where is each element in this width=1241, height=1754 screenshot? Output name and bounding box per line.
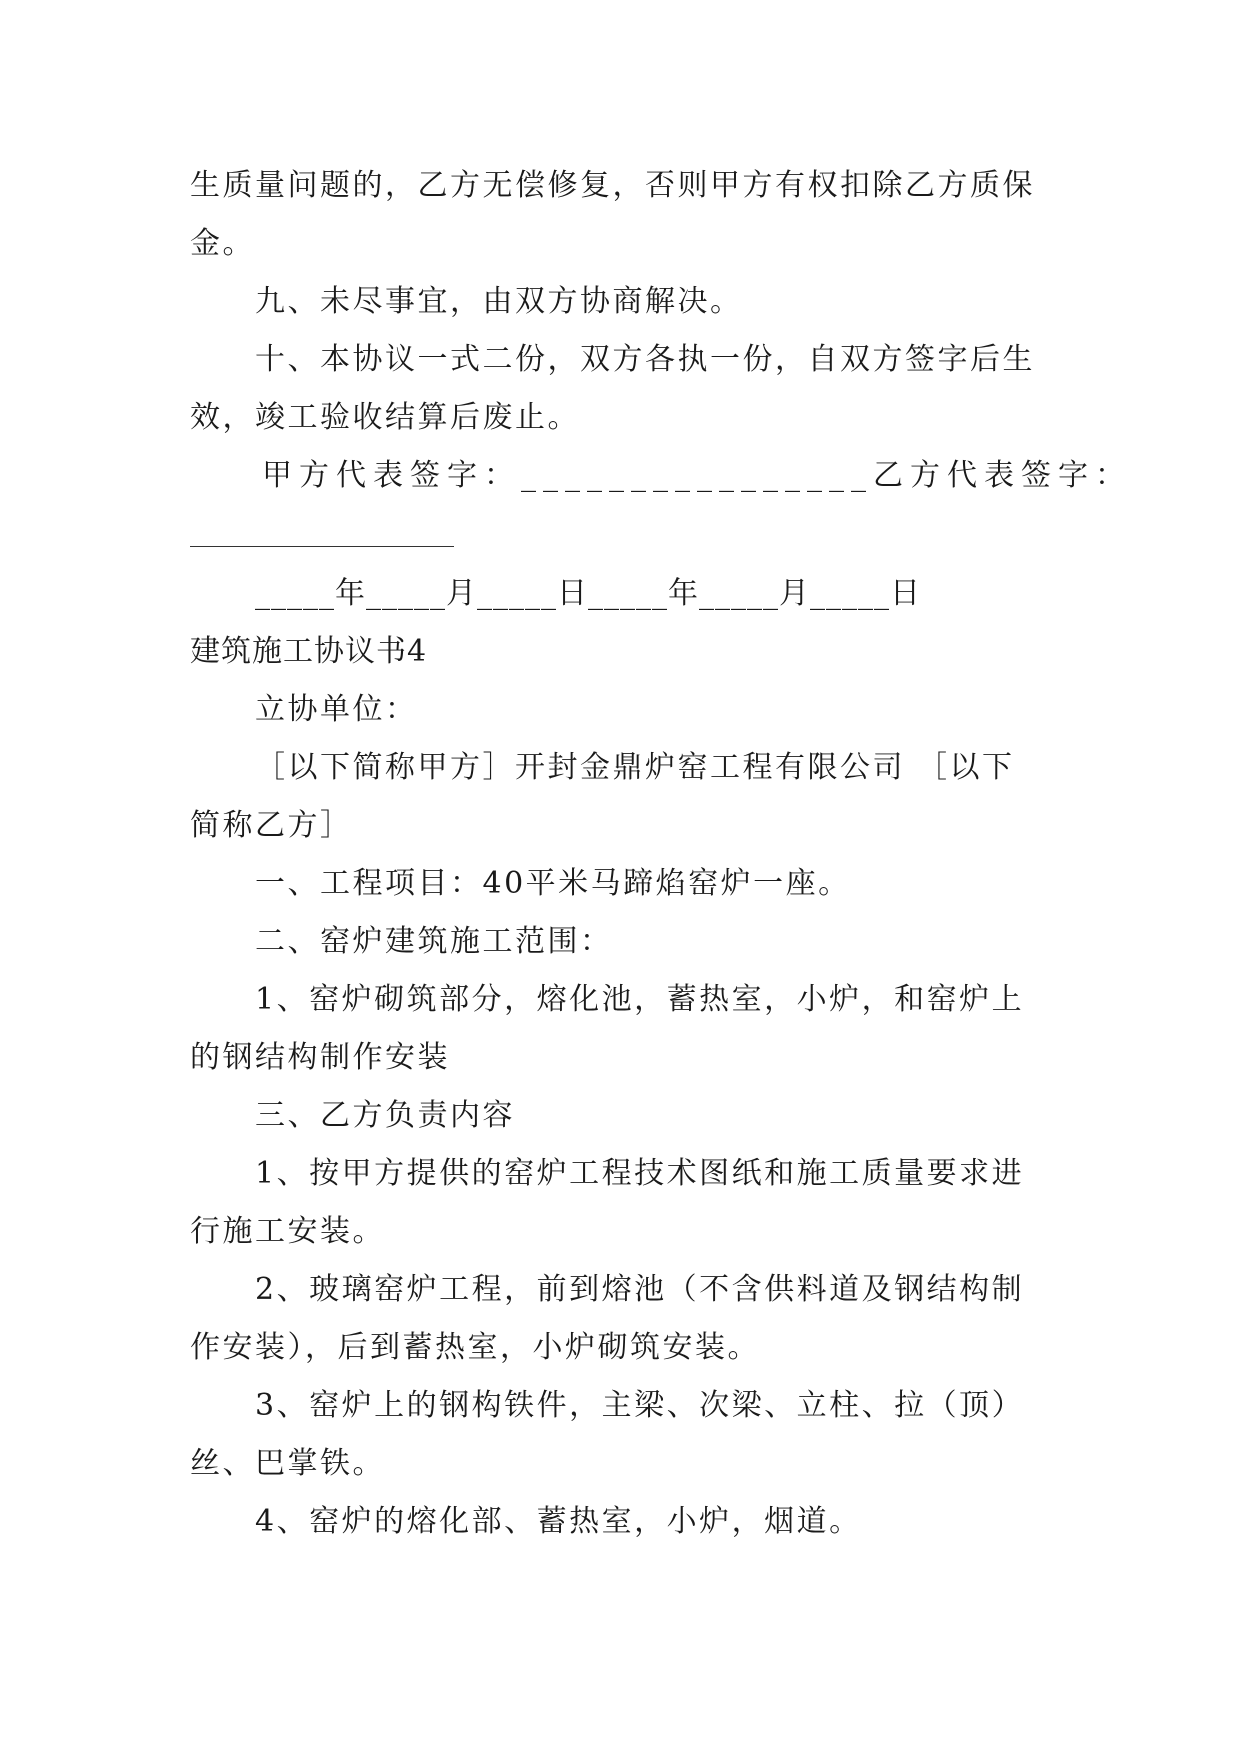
- text-line: 简称乙方］: [190, 808, 353, 843]
- text-line: 的钢结构制作安装: [190, 1040, 450, 1075]
- text-line: 一、工程项目：40平米马蹄焰窑炉一座。: [255, 866, 851, 901]
- text-line: 2、玻璃窑炉工程，前到熔池（不含供料道及钢结构制: [255, 1272, 1025, 1307]
- section-title: 建筑施工协议书4: [190, 634, 428, 669]
- text-line: 1、按甲方提供的窑炉工程技术图纸和施工质量要求进: [255, 1156, 1025, 1191]
- text-line: 4、窑炉的熔化部、蓄热室，小炉，烟道。: [255, 1504, 862, 1539]
- text-line: 三、乙方负责内容: [255, 1098, 515, 1133]
- text-line: 丝、巴掌铁。: [190, 1446, 385, 1481]
- text-line: 生质量问题的，乙方无偿修复，否则甲方有权扣除乙方质保: [190, 168, 1035, 203]
- date-line: _____年_____月_____日_____年_____月_____日: [255, 576, 921, 611]
- text-line: 金。: [190, 226, 255, 261]
- text-line: 十、本协议一式二份，双方各执一份，自双方签字后生: [255, 342, 1035, 377]
- text-line: 效，竣工验收结算后废止。: [190, 400, 580, 435]
- text-line: 3、窑炉上的钢构铁件，主梁、次梁、立柱、拉（顶）: [255, 1388, 1025, 1423]
- text-line: ［以下简称甲方］开封金鼎炉窑工程有限公司 ［以下: [255, 750, 1015, 785]
- text-line: 行施工安装。: [190, 1214, 385, 1249]
- text-line: 作安装），后到蓄热室，小炉砌筑安装。: [190, 1330, 760, 1365]
- text-line: 1、窑炉砌筑部分，熔化池，蓄热室，小炉，和窑炉上: [255, 982, 1025, 1017]
- signature-blank-rule: [190, 546, 454, 547]
- signature-line: 甲方代表签字：________________乙方代表签字：: [262, 458, 1132, 493]
- text-line: 九、未尽事宜，由双方协商解决。: [255, 284, 743, 319]
- text-line: 二、窑炉建筑施工范围：: [255, 924, 613, 959]
- text-line: 立协单位：: [255, 692, 418, 727]
